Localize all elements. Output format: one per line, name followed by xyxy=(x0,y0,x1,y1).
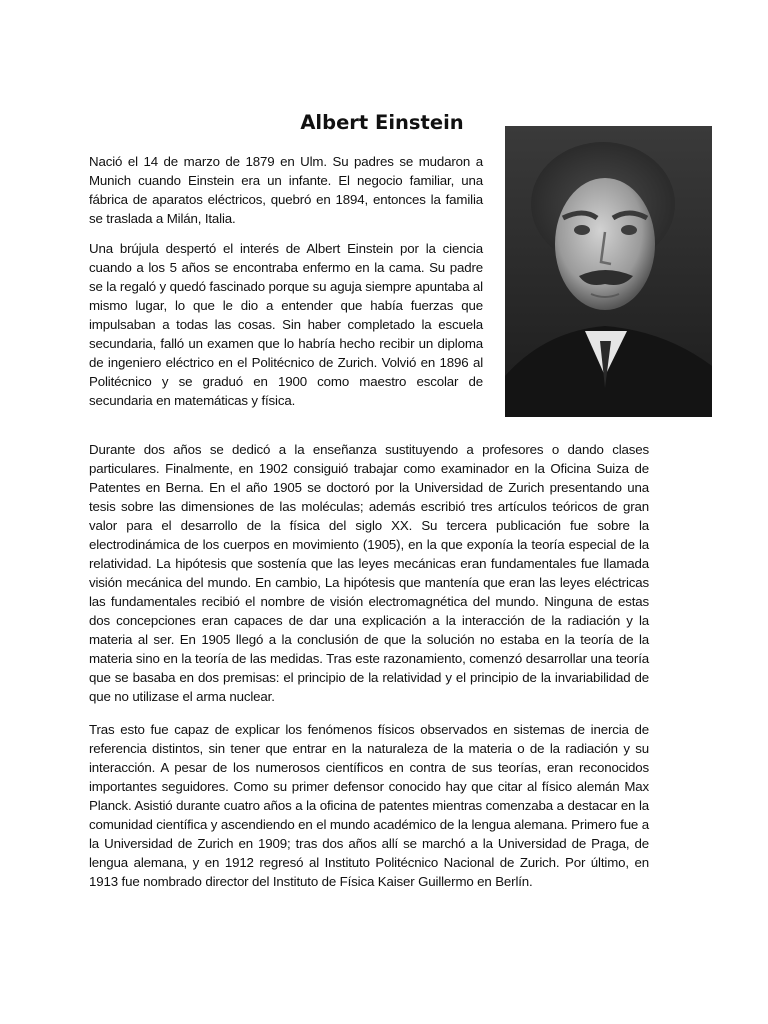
paragraph-career: Durante dos años se dedicó a la enseñanza sustituyendo a profesores o dando clases particulares. Finalmente, en 1902 consiguió trabajar como examinador en la Oficina Suiza de Patentes en Berna. En el año 1905 se doctoró por la Universidad de Zurich presentando una tesis sobre las dimensiones de las moléculas; además escribió tres artículos teóricos de gran valor para el desarrollo de la física del siglo XX. Su tercera publicación fue sobre la electrodinámica de los cuerpos en movimiento (1905), en la que exponía la teoría especial de la relatividad. La hipótesis que sostenía que las leyes mecánicas eran fundamentales fue llamada visión mecánica del mundo. En cambio, La hipótesis que mantenía que eran las leyes eléctricas las fundamentales recibió el nombre de visión electromagnética del mundo. Ninguna de estas dos concepciones eran capaces de dar una explicación a la interacción de la radiación y la materia al ser. En 1905 llegó a la conclusión de que la solución no estaba en la teoría de la materia sino en la teoría de las medidas. Tras este razonamiento, comenzó desarrollar una teoría que se basaba en dos premisas: el principio de la relatividad y el principio de la invariabilidad de que no utilizase el arma nuclear. xyxy=(89,442,649,704)
paragraph-birth: Nació el 14 de marzo de 1879 en Ulm. Su padres se mudaron a Munich cuando Einstein era un infante. El negocio familiar, una fábrica de aparatos eléctricos, quebró en 1894, entonces la familia se traslada a Milán, Italia. xyxy=(89,154,483,226)
einstein-portrait-photo xyxy=(505,126,712,417)
portrait-image xyxy=(505,126,712,417)
paragraph-followers: Tras esto fue capaz de explicar los fenómenos físicos observados en sistemas de inercia de referencia distintos, sin tener que entrar en la naturaleza de la materia o de la radiación y su interacción. A pesar de los numerosos científicos en contra de sus teorías, eran reconocidos importantes seguidores. Como su primer defensor conocido hay que citar al físico alemán Max Planck. Asistió durante cuatro años a la oficina de patentes mientras comenzaba a destacar en la comunidad científica y ascendiendo en el mundo académico de la lengua alemana. Primero fue a la Universidad de Zurich en 1909; tras dos años allí se marchó a la Universidad de Praga, de lengua alemana, y en 1912 regresó al Instituto Politécnico Nacional de Zurich. Por último, en 1913 fue nombrado director del Instituto de Física Kaiser Guillermo en Berlín. xyxy=(89,722,649,889)
paragraph-compass: Una brújula despertó el interés de Albert Einstein por la ciencia cuando a los 5 años se encontraba enfermo en la cama. Su padre se la regaló y quedó fascinado porque su aguja siempre apuntaba al mismo lugar, lo que le dio a entender que había fuerzas que impulsaban a todas las cosas. Sin haber completado la escuela secundaria, falló un examen que lo habría hecho recibir un diploma de ingeniero eléctrico en el Politécnico de Zurich. Volvió en 1896 al Politécnico y se graduó en 1900 como maestro escolar de secundaria en matemáticas y física. xyxy=(89,241,483,408)
document-title: Albert Einstein xyxy=(300,111,464,134)
